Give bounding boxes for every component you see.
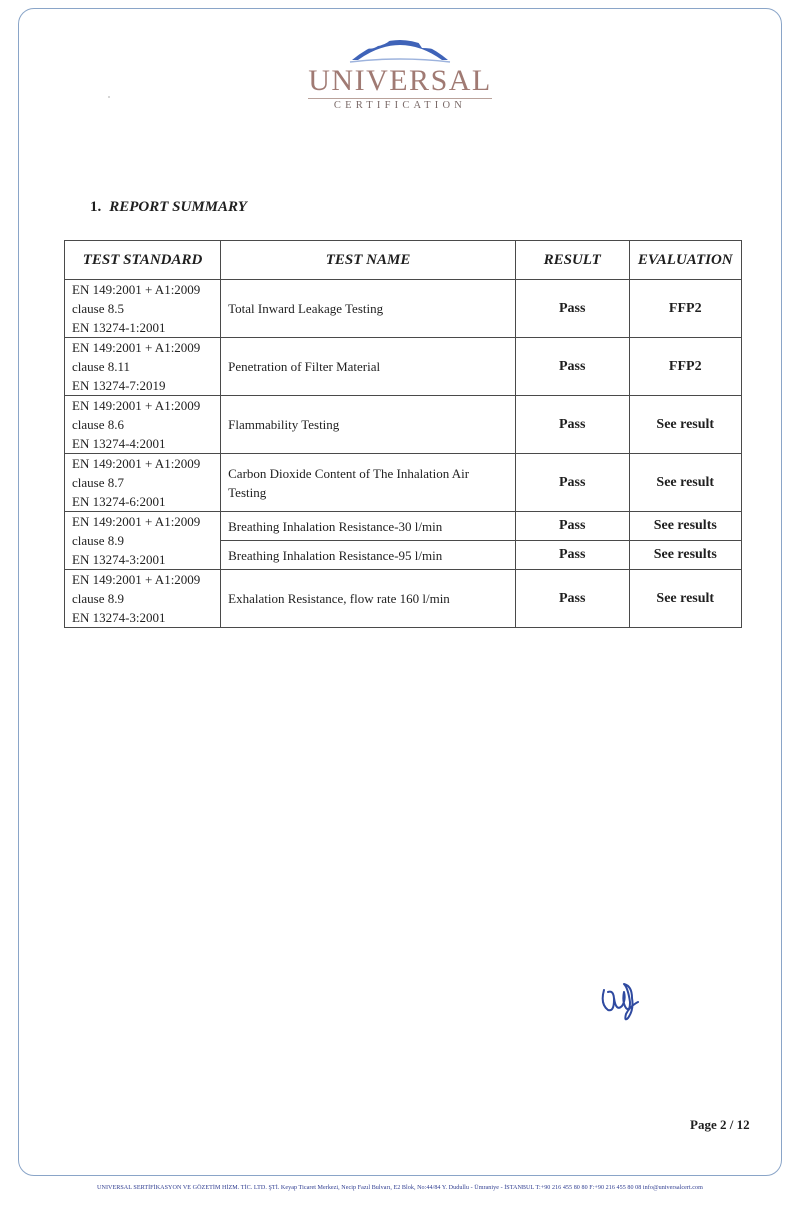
company-logo: [300, 26, 500, 118]
test-name-cell: Breathing Inhalation Resistance-30 l/min: [221, 512, 516, 541]
section-number: 1.: [90, 199, 102, 215]
standard-line: clause 8.11: [72, 359, 130, 374]
test-standard-cell: [65, 454, 221, 512]
header-test-name: TEST NAME: [221, 241, 516, 280]
standard-line: EN 13274-3:2001: [72, 552, 166, 567]
test-standard-cell: [65, 570, 221, 628]
brand-subtitle: CERTIFICATION: [333, 100, 467, 111]
result-cell: Pass: [515, 512, 629, 541]
test-standard-cell: [65, 512, 221, 570]
report-summary-table: [64, 240, 742, 628]
standard-line: clause 8.9: [72, 533, 124, 548]
table-header-row: [65, 241, 742, 280]
test-name-cell: Penetration of Filter Material: [221, 338, 516, 396]
standard-line: EN 13274-4:2001: [72, 436, 166, 451]
standard-line: EN 13274-3:2001: [72, 610, 166, 625]
header-evaluation: EVALUATION: [629, 241, 742, 280]
evaluation-cell: See result: [629, 570, 742, 628]
brand-divider: [308, 98, 492, 99]
table-row: [65, 338, 742, 396]
evaluation-cell: FFP2: [629, 338, 742, 396]
section-title: REPORT SUMMARY: [109, 199, 247, 215]
standard-line: EN 13274-6:2001: [72, 494, 166, 509]
section-heading: [90, 199, 247, 216]
evaluation-cell: FFP2: [629, 280, 742, 338]
result-cell: Pass: [515, 541, 629, 570]
test-name-cell: Exhalation Resistance, flow rate 160 l/min: [221, 570, 516, 628]
table-row: [65, 570, 742, 628]
standard-line: EN 13274-7:2019: [72, 378, 166, 393]
standard-line: EN 149:2001 + A1:2009: [72, 398, 201, 413]
test-name-cell: Breathing Inhalation Resistance-95 l/min: [221, 541, 516, 570]
evaluation-cell: See result: [629, 396, 742, 454]
header-result: RESULT: [515, 241, 629, 280]
header-test-standard: TEST STANDARD: [65, 241, 221, 280]
standard-line: EN 149:2001 + A1:2009: [72, 572, 201, 587]
table-row: [65, 396, 742, 454]
standard-line: clause 8.6: [72, 417, 124, 432]
test-standard-cell: [65, 338, 221, 396]
evaluation-cell: See results: [629, 541, 742, 570]
table-row: [65, 280, 742, 338]
company-footer: UNIVERSAL SERTİFİKASYON VE GÖZETİM HİZM. TİC. LTD. ŞTİ. Keyap Ticaret Merkezi, Necip Fazıl Bulvarı, E2 Blok, No:44/84 Y. Dudullu - Ümraniye - İSTANBUL T:+90 216 455 80 80 F:+90 216 455 80 08 info@universalcert.com: [97, 1185, 703, 1191]
table-row: [65, 454, 742, 512]
page-number: Page 2 / 12: [690, 1117, 750, 1132]
standard-line: EN 13274-1:2001: [72, 320, 166, 335]
result-cell: Pass: [515, 570, 629, 628]
standard-line: EN 149:2001 + A1:2009: [72, 282, 201, 297]
evaluation-cell: See result: [629, 454, 742, 512]
globe-icon: [348, 26, 452, 66]
standard-line: EN 149:2001 + A1:2009: [72, 456, 201, 471]
standard-line: clause 8.9: [72, 591, 124, 606]
test-name-cell: Flammability Testing: [221, 396, 516, 454]
signature: [598, 976, 642, 1022]
test-standard-cell: [65, 396, 221, 454]
standard-line: clause 8.5: [72, 301, 124, 316]
result-cell: Pass: [515, 454, 629, 512]
test-standard-cell: [65, 280, 221, 338]
standard-line: clause 8.7: [72, 475, 124, 490]
table-row: [65, 512, 742, 541]
result-cell: Pass: [515, 396, 629, 454]
standard-line: EN 149:2001 + A1:2009: [72, 514, 201, 529]
result-cell: Pass: [515, 338, 629, 396]
test-name-cell: Carbon Dioxide Content of The Inhalation Air Testing: [221, 454, 516, 512]
brand-name: UNIVERSAL: [308, 64, 492, 97]
standard-line: EN 149:2001 + A1:2009: [72, 340, 201, 355]
evaluation-cell: See results: [629, 512, 742, 541]
scan-speck: [108, 96, 110, 98]
result-cell: Pass: [515, 280, 629, 338]
test-name-cell: Total Inward Leakage Testing: [221, 280, 516, 338]
